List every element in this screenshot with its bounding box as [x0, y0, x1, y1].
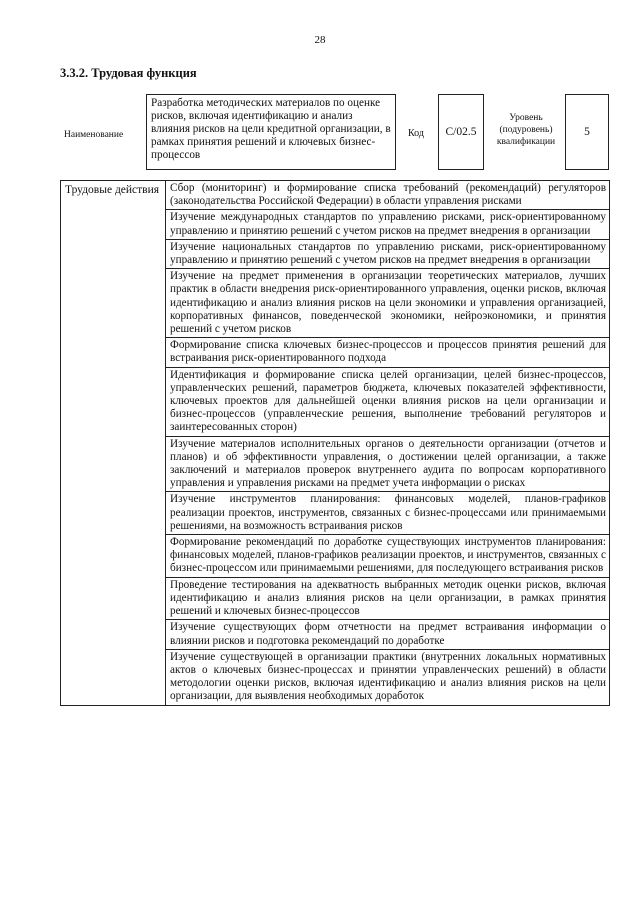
- labor-action-item: Формирование рекомендаций по доработке существующих инструментов планирования: финансовых моделей, планов-графиков реализации проектов, и инструментов, связанных с бизнес-процессом или принимаемыми решениями, для последующего встраивания рисков: [166, 535, 609, 578]
- labor-action-item: Идентификация и формирование списка целей организации, целей бизнес-процессов, управленческих решений, параметров бюджета, ключевых показателей эффективности, ключевых проектов для дальнейшей оценки влияния рисков на цели организации и бизнес-процессов (управленческие решения, выполнение требований регуляторов и заинтересованных сторон): [166, 368, 609, 437]
- labor-action-item: Изучение существующей в организации практики (внутренних локальных нормативных актов о ключевых бизнес-процессах и принятии управленческих решений) в области методологии оценки рисков, включая идентификацию и анализ влияния рисков на цели организации, для выявления необходимых доработок: [170, 650, 606, 703]
- labor-action-item: Изучение существующих форм отчетности на предмет встраивания информации о влиянии рисков и подготовка рекомендаций по доработке: [166, 620, 609, 649]
- labor-action-item: Изучение национальных стандартов по управлению рисками, риск-ориентированному управлению и принятию решений с учетом рисков на предмет внедрения в организации: [166, 240, 609, 269]
- qualification-level-box: 5: [565, 94, 609, 170]
- qualification-level-label: Уровень (подуровень) квалификации: [496, 113, 556, 147]
- name-label: Наименование: [64, 130, 124, 140]
- labor-action-item: Сбор (мониторинг) и формирование списка требований (рекомендаций) регуляторов (законодательства Российской Федерации) в области управления рисками: [166, 181, 609, 210]
- code-box: C/02.5: [438, 94, 484, 170]
- labor-action-item: Изучение международных стандартов по управлению рисками, риск-ориентированному управлению и принятию решений с учетом рисков на предмет внедрения в организации: [166, 210, 609, 239]
- function-name-box: Разработка методических материалов по оценке рисков, включая идентификацию и анализ влияния рисков на цели кредитной организации, в рамках принятия решений и ключевых бизнес-процессов: [146, 94, 396, 170]
- labor-actions-table: [60, 180, 610, 706]
- labor-actions-row: [61, 181, 610, 706]
- labor-action-item: Изучение материалов исполнительных органов о деятельности организации (отчетов и планов) и об эффективности управления, о достижении целей организации, а также заключений и материалов проверок внутреннего аудита по вопросам корпоративного управления и управления рисками на предмет учета информации о рисках: [166, 437, 609, 493]
- section-title: 3.3.2. Трудовая функция: [60, 66, 197, 80]
- labor-actions-list: [166, 181, 610, 706]
- labor-actions-label: Трудовые действия: [61, 181, 166, 706]
- page-number: 28: [314, 34, 326, 46]
- labor-action-item: Изучение на предмет применения в организации теоретических материалов, лучших практик в области внедрения риск-ориентированного управления, оценки рисков, включая идентификацию и анализ влияния рисков на цели экономики и управления организацией, корпоративных финансов, поведенческой экономики, нейроэкономики, и принятия решений с учетом рисков: [166, 269, 609, 338]
- labor-action-item: Проведение тестирования на адекватность выбранных методик оценки рисков, включая идентификацию и анализ влияния рисков на цели организации, в рамках принятия решений и ключевых бизнес-процессов: [166, 578, 609, 621]
- code-label: Код: [408, 128, 424, 139]
- labor-action-item: Формирование списка ключевых бизнес-процессов и процессов принятия решений для встраивания риск-ориентированного подхода: [166, 338, 609, 367]
- labor-action-item: Изучение инструментов планирования: финансовых моделей, планов-графиков реализации проектов, инструментов, связанных с бизнес-процессами или принимаемыми решениями, на возможность встраивания рисков: [166, 492, 609, 535]
